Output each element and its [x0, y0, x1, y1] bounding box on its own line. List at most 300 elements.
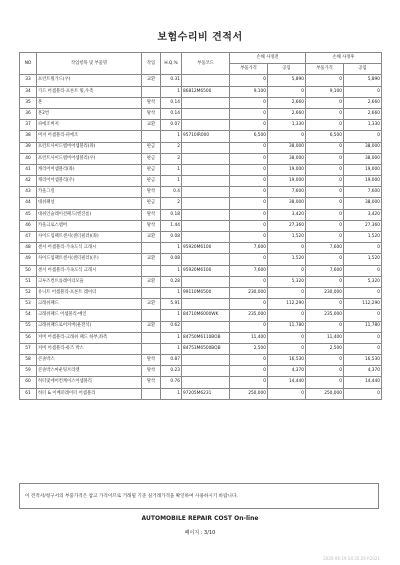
table-row: [20, 232, 382, 243]
cell-after-part-price: 11,400: [306, 332, 344, 343]
header-before-assessment: 손해 사정전: [230, 53, 306, 64]
cell-after-labor: 1,330: [344, 120, 382, 131]
cell-hq: 0.4: [161, 187, 182, 198]
cell-work: 판금: [142, 142, 161, 153]
cell-work: [142, 265, 161, 276]
cell-item: 혼2번: [37, 108, 142, 119]
cell-item: 센서 어셈블리-가속도식 크래시: [37, 243, 142, 254]
cell-item: 버저 어셈블리-파에조: [37, 131, 142, 142]
cell-after-part-price: 0: [306, 366, 344, 377]
page-number: 페이지 : 3/10: [184, 530, 216, 536]
cell-before-part-price: 0: [230, 355, 268, 366]
cell-hq: 0.14: [161, 97, 182, 108]
cell-no: 48: [20, 243, 37, 254]
cell-part-code: [182, 366, 230, 377]
cell-hq: 1: [161, 176, 182, 187]
estimate-table: [19, 52, 382, 400]
cell-before-part-price: 7,600: [230, 243, 268, 254]
cell-part-code: [182, 153, 230, 164]
cell-before-part-price: 0: [230, 120, 268, 131]
cell-item: 캐리어어셈블리(우): [37, 176, 142, 187]
table-row: [20, 299, 382, 310]
cell-before-labor: 5,320: [268, 276, 306, 287]
cell-no: 59: [20, 366, 37, 377]
cell-before-labor: 0: [268, 287, 306, 298]
cell-before-part-price: 0: [230, 321, 268, 332]
cell-no: 38: [20, 131, 37, 142]
cell-after-labor: 0: [344, 86, 382, 97]
cell-hq: 0.62: [161, 321, 182, 332]
cell-before-part-price: 11,400: [230, 332, 268, 343]
cell-after-part-price: 0: [306, 120, 344, 131]
cell-before-part-price: 0: [230, 209, 268, 220]
cell-after-part-price: 0: [306, 97, 344, 108]
cell-part-code: [182, 377, 230, 388]
cell-no: 40: [20, 153, 37, 164]
cell-work: 탈착: [142, 108, 161, 119]
table-row: [20, 131, 382, 142]
cell-no: 49: [20, 254, 37, 265]
cell-after-part-price: 0: [306, 176, 344, 187]
cell-after-labor: 7,600: [344, 187, 382, 198]
cell-before-labor: 0: [268, 265, 306, 276]
cell-after-labor: 0: [344, 310, 382, 321]
table-row: [20, 243, 382, 254]
cell-item: 사이드임팩트센서(센터필러)(우): [37, 254, 142, 265]
cell-work: [142, 388, 161, 399]
header-after-part-price: 부품가격: [306, 64, 344, 75]
cell-before-labor: 2,660: [268, 97, 306, 108]
cell-hq: 1.44: [161, 220, 182, 231]
cell-before-labor: 38,000: [268, 142, 306, 153]
cell-work: 교환: [142, 321, 161, 332]
cell-no: 39: [20, 142, 37, 153]
cell-item: 크래쉬패드로어커버(운전석): [37, 321, 142, 332]
cell-before-part-price: 0: [230, 377, 268, 388]
cell-after-part-price: 0: [306, 321, 344, 332]
cell-item: 혼: [37, 97, 142, 108]
cell-before-part-price: 235,000: [230, 310, 268, 321]
cell-before-part-price: 0: [230, 299, 268, 310]
cell-hq: 1: [161, 343, 182, 354]
cell-work: [142, 310, 161, 321]
cell-after-part-price: 0: [306, 153, 344, 164]
cell-after-part-price: 7,600: [306, 243, 344, 254]
cell-before-labor: 112,290: [268, 299, 306, 310]
cell-hq: 1: [161, 243, 182, 254]
cell-work: 탈착: [142, 366, 161, 377]
cell-after-labor: 0: [344, 287, 382, 298]
cell-no: 41: [20, 164, 37, 175]
cell-before-part-price: 0: [230, 366, 268, 377]
table-row: [20, 97, 382, 108]
cell-part-code: [182, 209, 230, 220]
cell-no: 47: [20, 232, 37, 243]
cell-hq: 2: [161, 153, 182, 164]
cell-after-part-price: 0: [306, 108, 344, 119]
cell-before-labor: 14,440: [268, 377, 306, 388]
cell-part-code: 86812M6500: [182, 86, 230, 97]
cell-work: 탈착: [142, 377, 161, 388]
cell-part-code: 99110M6500: [182, 287, 230, 298]
cell-after-part-price: 0: [306, 75, 344, 86]
cell-before-part-price: 0: [230, 276, 268, 287]
cell-hq: 2: [161, 198, 182, 209]
cell-before-part-price: 230,000: [230, 287, 268, 298]
cell-before-part-price: 9,100: [230, 86, 268, 97]
cell-work: 판금: [142, 198, 161, 209]
cell-part-code: [182, 187, 230, 198]
cell-item: 프런트사이드멤버어셈블리(우): [37, 153, 142, 164]
cell-work: 판금: [142, 153, 161, 164]
cell-after-labor: 19,000: [344, 164, 382, 175]
cell-part-code: [182, 142, 230, 153]
cell-after-labor: 0: [344, 343, 382, 354]
print-timestamp: 2020-06-19 14:35:29 R2021: [323, 556, 380, 561]
cell-before-labor: 2,660: [268, 108, 306, 119]
table-row: [20, 142, 382, 153]
header-no: NO: [20, 53, 37, 75]
cell-item: 커버 어셈블리-크래쉬 패드 하부,좌측: [37, 332, 142, 343]
cell-after-labor: 5,890: [344, 75, 382, 86]
cell-no: 33: [20, 75, 37, 86]
cell-before-labor: 4,370: [268, 366, 306, 377]
cell-item: 유니트 어셈블리-프론트 레이더: [37, 287, 142, 298]
table-row: [20, 332, 382, 343]
cell-work: 탈착: [142, 209, 161, 220]
cell-before-labor: 0: [268, 86, 306, 97]
cell-no: 45: [20, 209, 37, 220]
table-row: [20, 120, 382, 131]
cell-part-code: 84750M6110BOB: [182, 332, 230, 343]
cell-hq: 1: [161, 86, 182, 97]
cell-after-part-price: 0: [306, 254, 344, 265]
cell-after-labor: 0: [344, 388, 382, 399]
cell-item: 콘솔박스: [37, 355, 142, 366]
cell-after-labor: 2,660: [344, 97, 382, 108]
table-row: [20, 321, 382, 332]
table-row: [20, 366, 382, 377]
cell-hq: 1: [161, 287, 182, 298]
table-row: [20, 164, 382, 175]
table-row: [20, 287, 382, 298]
cell-no: 44: [20, 198, 37, 209]
cell-before-labor: 1,330: [268, 120, 306, 131]
table-row: [20, 254, 382, 265]
cell-after-part-price: 0: [306, 355, 344, 366]
cell-no: 52: [20, 287, 37, 298]
cell-no: 37: [20, 120, 37, 131]
cell-before-labor: 19,000: [268, 176, 306, 187]
cell-item: 캐리어어셈블리(좌): [37, 164, 142, 175]
cell-before-part-price: 0: [230, 153, 268, 164]
cell-no: 57: [20, 343, 37, 354]
cell-item: 가드 어셈블리-프론트 휠,우측: [37, 86, 142, 97]
cell-item: 파에조버저: [37, 120, 142, 131]
header-item: 작업항목 및 부품명: [37, 53, 142, 75]
cell-before-labor: 1,520: [268, 232, 306, 243]
notice-box: [19, 483, 379, 509]
cell-item: 히터및에어컨케이스어셈블리: [37, 377, 142, 388]
cell-before-part-price: 0: [230, 142, 268, 153]
cell-before-labor: 0: [268, 332, 306, 343]
cell-before-part-price: 0: [230, 220, 268, 231]
cell-hq: 0.23: [161, 366, 182, 377]
table-row: [20, 209, 382, 220]
cell-part-code: [182, 198, 230, 209]
cell-before-part-price: 0: [230, 75, 268, 86]
cell-after-part-price: 0: [306, 187, 344, 198]
table-row: [20, 153, 382, 164]
cell-hq: 0.76: [161, 377, 182, 388]
cell-work: [142, 86, 161, 97]
cell-hq: 0.28: [161, 276, 182, 287]
cell-item: 사이드임팩트센서(센터필러)(좌): [37, 232, 142, 243]
cell-after-labor: 38,000: [344, 198, 382, 209]
cell-work: [142, 243, 161, 254]
cell-before-part-price: 2,500: [230, 343, 268, 354]
cell-before-part-price: 250,000: [230, 388, 268, 399]
cell-before-labor: 3,420: [268, 209, 306, 220]
cell-after-labor: 2,660: [344, 108, 382, 119]
cell-after-labor: 1,520: [344, 232, 382, 243]
cell-before-labor: 5,890: [268, 75, 306, 86]
cell-no: 42: [20, 176, 37, 187]
cell-hq: 5.91: [161, 299, 182, 310]
cell-part-code: [182, 232, 230, 243]
cell-before-part-price: 0: [230, 187, 268, 198]
cell-work: 교환: [142, 276, 161, 287]
cell-after-labor: 0: [344, 131, 382, 142]
cell-after-labor: 11,780: [344, 321, 382, 332]
cell-before-part-price: 0: [230, 97, 268, 108]
table-row: [20, 265, 382, 276]
cell-part-code: [182, 254, 230, 265]
cell-after-part-price: 0: [306, 142, 344, 153]
header-after-assessment: 손해 사정후: [306, 53, 382, 64]
cell-after-part-price: 0: [306, 232, 344, 243]
cell-no: 61: [20, 388, 37, 399]
table-header: [20, 53, 382, 75]
cell-after-part-price: 250,000: [306, 388, 344, 399]
cell-part-code: [182, 321, 230, 332]
cell-hq: 1: [161, 388, 182, 399]
cell-no: 58: [20, 355, 37, 366]
cell-hq: 1: [161, 310, 182, 321]
cell-after-labor: 0: [344, 332, 382, 343]
cell-before-part-price: 0: [230, 176, 268, 187]
cell-after-part-price: 0: [306, 377, 344, 388]
header-work: 작업: [142, 53, 161, 75]
cell-item: 대쉬패널: [37, 198, 142, 209]
table-row: [20, 75, 382, 86]
cell-hq: 1: [161, 332, 182, 343]
cell-part-code: 95920M6100: [182, 265, 230, 276]
cell-part-code: [182, 164, 230, 175]
cell-hq: 0.18: [161, 209, 182, 220]
cell-part-code: 84710M6000WK: [182, 310, 230, 321]
cell-item: 크루즈컨트롤레이더모듈: [37, 276, 142, 287]
cell-part-code: [182, 108, 230, 119]
cell-before-labor: 0: [268, 343, 306, 354]
table-row: [20, 310, 382, 321]
header-before-labor: 공임: [268, 64, 306, 75]
cell-work: 교환: [142, 75, 161, 86]
cell-before-part-price: 0: [230, 164, 268, 175]
header-part-code: 부품코드: [182, 53, 230, 75]
cell-before-labor: 11,780: [268, 321, 306, 332]
cell-part-code: [182, 97, 230, 108]
cell-before-labor: 0: [268, 131, 306, 142]
cell-no: 36: [20, 108, 37, 119]
cell-before-labor: 19,000: [268, 164, 306, 175]
cell-hq: 0.14: [161, 108, 182, 119]
cell-no: 46: [20, 220, 37, 231]
cell-before-labor: 1,520: [268, 254, 306, 265]
cell-before-part-price: 0: [230, 232, 268, 243]
cell-after-labor: 4,370: [344, 366, 382, 377]
cell-before-labor: 0: [268, 310, 306, 321]
cell-before-labor: 16,530: [268, 355, 306, 366]
cell-after-labor: 19,000: [344, 176, 382, 187]
cell-part-code: 95920M6100: [182, 243, 230, 254]
table-row: [20, 355, 382, 366]
cell-no: 53: [20, 299, 37, 310]
cell-work: 탈착: [142, 97, 161, 108]
cell-part-code: [182, 220, 230, 231]
cell-after-part-price: 0: [306, 209, 344, 220]
cell-no: 35: [20, 97, 37, 108]
cell-hq: 0.08: [161, 254, 182, 265]
cell-work: [142, 287, 161, 298]
cell-no: 34: [20, 86, 37, 97]
cell-after-labor: 38,000: [344, 153, 382, 164]
cell-after-part-price: 235,000: [306, 310, 344, 321]
cell-after-part-price: 230,000: [306, 287, 344, 298]
cell-no: 55: [20, 321, 37, 332]
cell-after-part-price: 2,500: [306, 343, 344, 354]
cell-no: 50: [20, 265, 37, 276]
cell-work: [142, 343, 161, 354]
notice-text: 이 견적서/청구서의 부품가격은 참고 가격이므로 거래될 기준 실거래가격을 확인하여 사용하시기 바랍니다.: [25, 494, 238, 499]
cell-after-part-price: 0: [306, 276, 344, 287]
cell-before-part-price: 0: [230, 108, 268, 119]
cell-part-code: 95710IR000: [182, 131, 230, 142]
cell-no: 60: [20, 377, 37, 388]
document-title: 보험수리비 견적서: [157, 32, 243, 43]
cell-hq: 1: [161, 164, 182, 175]
cell-part-code: [182, 276, 230, 287]
cell-work: [142, 332, 161, 343]
cell-item: 카울크로스멤버: [37, 220, 142, 231]
cell-part-code: [182, 355, 230, 366]
cell-before-part-price: 0: [230, 254, 268, 265]
table-row: [20, 108, 382, 119]
cell-hq: 1: [161, 131, 182, 142]
cell-item: 카울그릴: [37, 187, 142, 198]
cell-part-code: [182, 299, 230, 310]
cell-item: 크래쉬패드 어셈블리-메인: [37, 310, 142, 321]
cell-part-code: 97205M6231: [182, 388, 230, 399]
table-row: [20, 220, 382, 231]
cell-after-labor: 1,520: [344, 254, 382, 265]
cell-after-part-price: 0: [306, 198, 344, 209]
table-row: [20, 388, 382, 399]
cell-after-part-price: 0: [306, 220, 344, 231]
cell-item: 프런트휠가드(우): [37, 75, 142, 86]
cell-part-code: [182, 120, 230, 131]
cell-after-labor: 14,440: [344, 377, 382, 388]
cell-after-labor: 3,420: [344, 209, 382, 220]
cell-work: [142, 131, 161, 142]
header-before-part-price: 부품가격: [230, 64, 268, 75]
cell-after-part-price: 7,600: [306, 265, 344, 276]
table-row: [20, 187, 382, 198]
cell-part-code: 84753M6500BOB: [182, 343, 230, 354]
cell-before-part-price: 0: [230, 198, 268, 209]
cell-after-labor: 27,360: [344, 220, 382, 231]
cell-after-labor: 0: [344, 243, 382, 254]
cell-before-part-price: 7,600: [230, 265, 268, 276]
cell-work: 탈착: [142, 355, 161, 366]
cell-after-labor: 0: [344, 265, 382, 276]
cell-hq: 0.08: [161, 232, 182, 243]
cell-work: 교환: [142, 299, 161, 310]
cell-before-labor: 38,000: [268, 198, 306, 209]
cell-item: 히터 & 이베퍼레이터 어셈블리: [37, 388, 142, 399]
header-after-labor: 공임: [344, 64, 382, 75]
cell-no: 43: [20, 187, 37, 198]
cell-hq: 1: [161, 265, 182, 276]
cell-work: 교환: [142, 232, 161, 243]
cell-item: 센서 어셈블리-가속도식 크래시: [37, 265, 142, 276]
cell-item: 크래쉬패드: [37, 299, 142, 310]
cell-part-code: [182, 75, 230, 86]
table-row: [20, 176, 382, 187]
cell-work: 판금: [142, 176, 161, 187]
cell-before-labor: 38,000: [268, 153, 306, 164]
table-row: [20, 276, 382, 287]
cell-no: 51: [20, 276, 37, 287]
cell-hq: 0.31: [161, 75, 182, 86]
cell-after-labor: 112,290: [344, 299, 382, 310]
cell-before-labor: 27,360: [268, 220, 306, 231]
cell-no: 54: [20, 310, 37, 321]
cell-hq: 0.07: [161, 120, 182, 131]
cell-before-part-price: 6,500: [230, 131, 268, 142]
cell-before-labor: 7,600: [268, 187, 306, 198]
cell-item: 콘솔박스마운팅브라켓: [37, 366, 142, 377]
table-row: [20, 377, 382, 388]
cell-item: 커버 어셈블리-퓨즈 박스: [37, 343, 142, 354]
cell-work: 탈착: [142, 187, 161, 198]
cell-work: 판금: [142, 164, 161, 175]
cell-item: 프런트사이드멤버어셈블리(좌): [37, 142, 142, 153]
cell-after-labor: 16,530: [344, 355, 382, 366]
cell-after-labor: 38,000: [344, 142, 382, 153]
cell-before-labor: 0: [268, 388, 306, 399]
cell-hq: 0.87: [161, 355, 182, 366]
cell-no: 56: [20, 332, 37, 343]
cell-item: 대쉬인슐레이션패드(엔진룸): [37, 209, 142, 220]
table-row: [20, 343, 382, 354]
table-row: [20, 198, 382, 209]
table-row: [20, 86, 382, 97]
table-body: [20, 75, 382, 399]
header-hq: H.Q.%: [161, 53, 182, 75]
cell-part-code: [182, 176, 230, 187]
cell-before-labor: 0: [268, 243, 306, 254]
